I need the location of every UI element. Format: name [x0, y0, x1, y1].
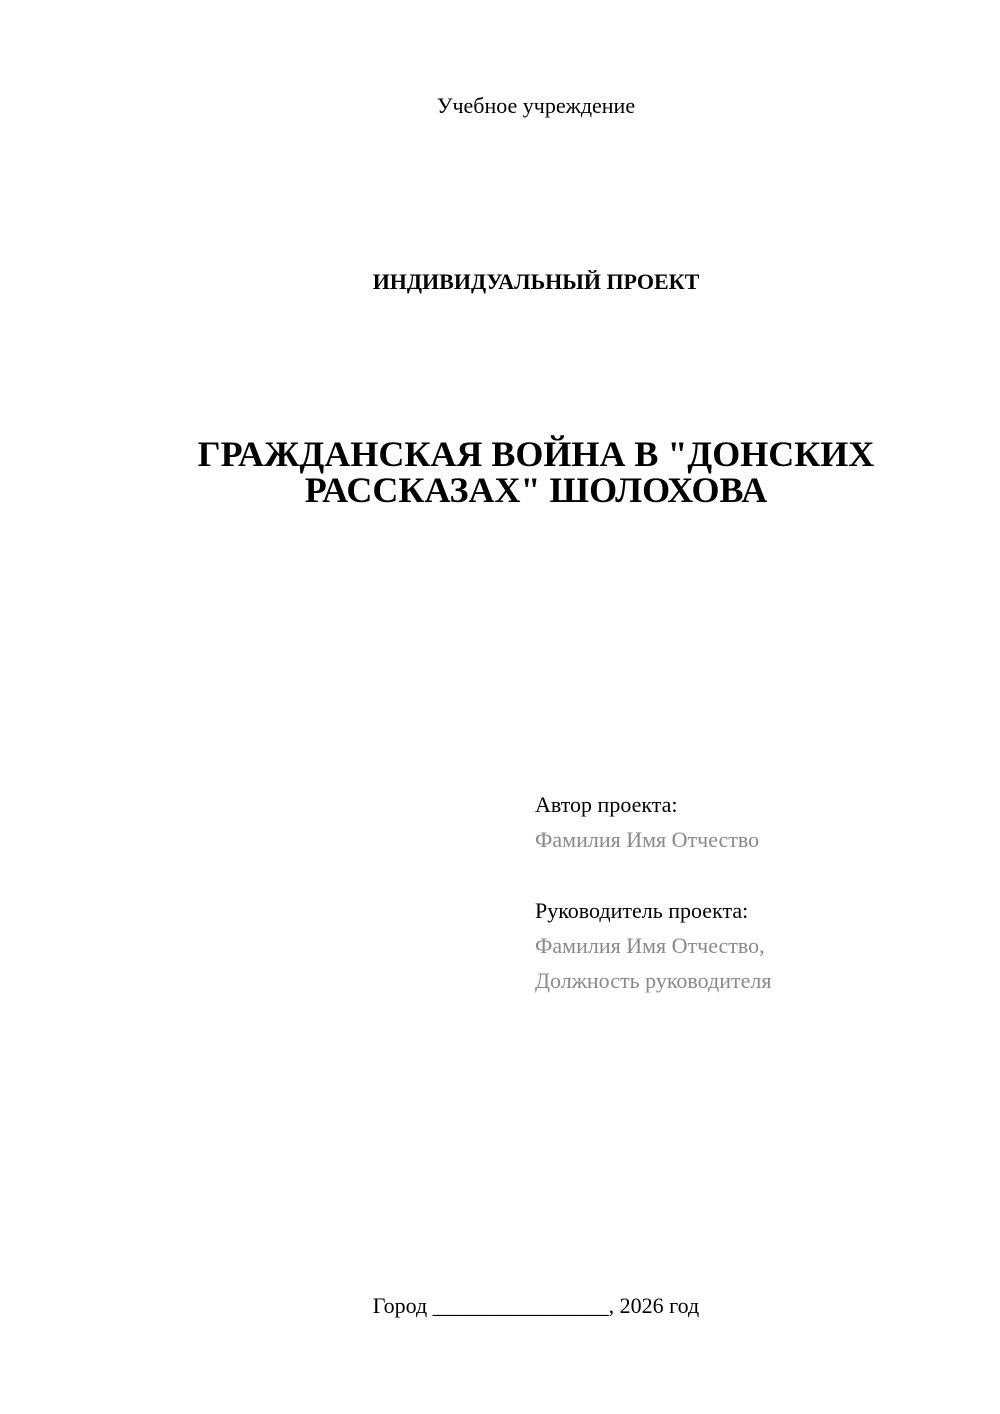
project-title-line-1: ГРАЖДАНСКАЯ ВОЙНА В "ДОНСКИХ [197, 434, 875, 474]
city-year-line [0, 1292, 1000, 1320]
supervisor-position: Должность руководителя [535, 968, 772, 993]
institution-name: Учебное учреждение [436, 93, 636, 118]
document-type: ИНДИВИДУАЛЬНЫЙ ПРОЕКТ [372, 269, 700, 294]
year-text: , 2026 год [608, 1293, 700, 1318]
city-blank: ________________ [432, 1293, 609, 1318]
city-label: Город [372, 1293, 428, 1318]
supervisor-label: Руководитель проекта: [535, 898, 749, 923]
author-label: Автор проекта: [535, 792, 678, 817]
project-title [120, 436, 952, 508]
supervisor-block [535, 893, 965, 998]
supervisor-name: Фамилия Имя Отчество, [535, 933, 765, 958]
project-title-line-2: РАССКАЗАХ" ШОЛОХОВА [304, 470, 768, 510]
author-block [535, 787, 965, 857]
author-name: Фамилия Имя Отчество [535, 827, 760, 852]
